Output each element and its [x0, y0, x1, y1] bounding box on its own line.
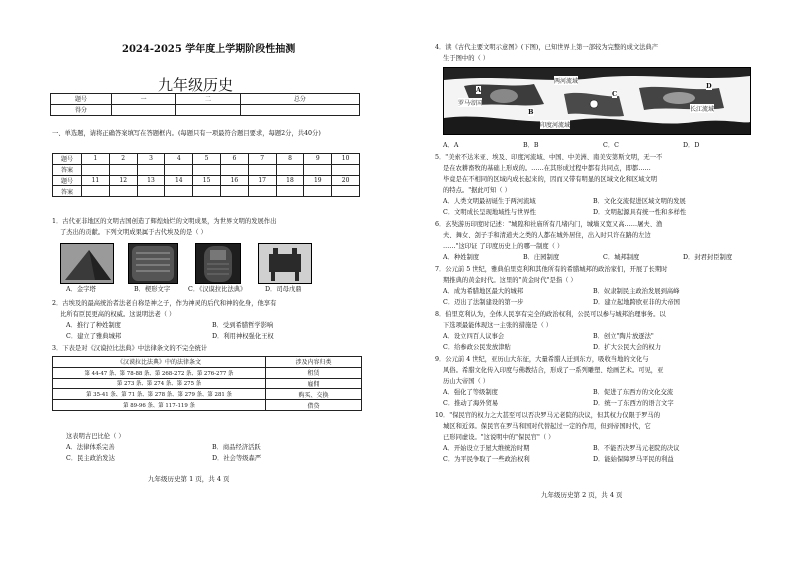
map-label-mesopotamia: 两河流域 — [554, 78, 579, 85]
q6-option-b[interactable]: B．庄园制度 — [523, 254, 560, 261]
q6-stem-line3: ……"这印证 了印度历史上的哪一制度（ ） — [443, 243, 564, 250]
question-number-cell: 11 — [82, 175, 110, 186]
answer-cell[interactable] — [193, 164, 221, 175]
q3-option-a[interactable]: A．法律体系完善 — [66, 444, 115, 451]
q7-option-a[interactable]: A．成为希腊地区最大的城邦 — [443, 288, 524, 295]
stele-icon — [196, 244, 240, 283]
q3-option-d[interactable]: D．社会等级森严 — [212, 455, 262, 462]
answer-cell[interactable] — [109, 164, 137, 175]
q4-option-c[interactable]: C．C — [603, 142, 619, 149]
q1-option-d[interactable]: D．司母戊鼎 — [265, 286, 302, 293]
q10-option-b[interactable]: B．不能否决罗马元老院的决议 — [593, 445, 680, 452]
question-number-cell: 8 — [276, 154, 304, 165]
question-number-cell: 13 — [137, 175, 165, 186]
q8-stem-line2: 下选项最能体现这一主张的措施是（ ） — [443, 322, 553, 329]
q5-option-c[interactable]: C．文明成长呈现地域性与世界性 — [443, 209, 536, 216]
q10-option-c[interactable]: C．为平民争取了一些政治权利 — [443, 456, 530, 463]
question-number-cell: 16 — [220, 175, 248, 186]
answer-grid — [52, 153, 360, 197]
q1-option-b[interactable]: B．楔形文字 — [134, 286, 171, 293]
question-number-cell: 12 — [109, 175, 137, 186]
q8-option-d[interactable]: D．扩大公民大会的权力 — [593, 344, 662, 351]
q8-stem-line1: 8．伯里克利认为，全体人民享有完全的政治权利，公民可以参与城邦治理事务。以 — [435, 311, 666, 318]
q8-option-a[interactable]: A．设立四百人议事会 — [443, 333, 505, 340]
q6-option-a[interactable]: A．种姓制度 — [443, 254, 480, 261]
answer-cell[interactable] — [304, 164, 332, 175]
q7-stem-line2: 期推典的黄金时代。这里的"黄金时代"是指（ ） — [443, 277, 577, 284]
question-number-cell: 20 — [332, 175, 360, 186]
q7-option-b[interactable]: B．奴隶制民主政治发展到高峰 — [593, 288, 680, 295]
exam-subject: 九年级历史 — [158, 76, 234, 94]
question-number-cell: 15 — [193, 175, 221, 186]
q9-stem-line3: 历山大帝国（ ） — [443, 378, 490, 385]
q2-option-d[interactable]: D．利用神权强化王权 — [212, 333, 274, 340]
score-header-total: 总分 — [240, 94, 359, 105]
map-label-indus: 印度河流域 — [540, 122, 571, 129]
q8-option-b[interactable]: B．创立"陶片放逐法" — [593, 333, 654, 340]
law-table — [52, 356, 362, 411]
q3-stem-line2: 这表明古巴比伦（ ） — [66, 433, 125, 440]
code-stele-photo — [195, 243, 241, 284]
q4-stem-line2: 生于图中的（ ） — [443, 55, 490, 62]
q2-stem-line2: 比所有臣民更高的权威。这说明法老（ ） — [60, 311, 176, 318]
ancient-civilization-map — [443, 67, 751, 135]
question-number-cell: 6 — [220, 154, 248, 165]
q9-stem-line2: 风俗。希腊文化传入印度与佛教结合，形成了一系列雕塑、绘画艺术。可见，亚 — [443, 367, 664, 374]
answer-cell[interactable] — [165, 164, 193, 175]
q5-option-b[interactable]: B．文化交流促进区域文明的发展 — [593, 198, 686, 205]
question-number-cell: 18 — [276, 175, 304, 186]
question-number-cell: 2 — [109, 154, 137, 165]
q4-option-a[interactable]: A．A — [443, 142, 459, 149]
question-number-cell: 4 — [165, 154, 193, 165]
q8-option-c[interactable]: C．给参政公民发放津贴 — [443, 344, 511, 351]
answer-cell[interactable] — [193, 186, 221, 197]
right-page — [397, 0, 794, 561]
answer-cell[interactable] — [304, 186, 332, 197]
q2-option-c[interactable]: C．建立了雅典城邦 — [66, 333, 122, 340]
q9-option-b[interactable]: B．促进了东西方的文化交流 — [593, 389, 674, 396]
ding-vessel-icon — [259, 244, 311, 283]
clay-tablet-icon — [129, 244, 177, 283]
page-footer: 九年级历史第 2 页，共 4 页 — [541, 491, 623, 499]
answer-cell[interactable] — [276, 186, 304, 197]
answer-cell[interactable] — [332, 186, 360, 197]
score-table — [50, 93, 360, 116]
pyramid-photo — [60, 243, 114, 284]
score-header-two: 二 — [176, 94, 240, 105]
q6-option-c[interactable]: C．城邦制度 — [603, 254, 640, 261]
score-header-num: 题号 — [51, 94, 112, 105]
q2-option-b[interactable]: B．受到希腊哲学影响 — [212, 322, 274, 329]
answer-cell[interactable] — [220, 186, 248, 197]
q5-stem-line1: 5．"美索不达米亚、埃及、印度河流域、中国、中美洲、南美安第斯文明，无一不 — [435, 154, 663, 161]
q6-option-d[interactable]: D．封君封臣制度 — [683, 254, 733, 261]
answer-cell[interactable] — [137, 186, 165, 197]
q6-stem-line1: 6．玄奘游历印度时记述："城隍和社庙所有几堵内门，城墙又宽又高……屠夫、渔 — [435, 221, 663, 228]
map-letter-a: A — [476, 86, 482, 94]
answer-cell[interactable] — [248, 186, 276, 197]
q10-option-d[interactable]: D．能始保障罗马平民的利益 — [593, 456, 674, 463]
q4-stem-line1: 4．读《古代主要文明示意图》(下图)，已知世界上第一部较为完整的成文法典产 — [435, 44, 659, 51]
q3-stem: 3．下表是对《汉谟拉比法典》中法律条文的不完全统计 — [52, 345, 208, 352]
score-cell-two[interactable] — [176, 104, 240, 115]
law-table-cell-category: 购买、交换 — [266, 389, 362, 400]
page-footer: 九年级历史第 1 页，共 4 页 — [148, 475, 230, 483]
question-number-cell: 17 — [248, 175, 276, 186]
q9-stem-line1: 9．公元前 4 世纪，亚历山大东征，大量希腊人迁到东方，吸收当地的文化与 — [435, 356, 649, 363]
q10-stem-line2: 城区和近郊。保民官在罗马和国对代替起过一定的作用，但到帝国时代，它 — [443, 423, 651, 430]
q10-stem-line3: 已形同虚设。"这说明中的"保民官"（ ） — [443, 434, 555, 441]
law-table-cell-category: 借贷 — [266, 400, 362, 411]
grid-label: 答案 — [53, 186, 82, 197]
question-number-cell: 7 — [248, 154, 276, 165]
answer-cell[interactable] — [137, 164, 165, 175]
q5-option-d[interactable]: D．文明起源具有统一性和多样性 — [593, 209, 687, 216]
q4-option-d[interactable]: D．D — [683, 142, 700, 149]
q2-stem-line1: 2．古埃及的最高统治者法老自称是神之子，作为神灵的后代和神的化身，他享有 — [52, 300, 277, 307]
score-cell-total[interactable] — [240, 104, 359, 115]
q2-option-a[interactable]: A．推行了种姓制度 — [66, 322, 121, 329]
question-number-cell: 3 — [137, 154, 165, 165]
question-number-cell: 5 — [193, 154, 221, 165]
map-letter-d: D — [706, 82, 712, 90]
q5-stem-line2: 是在农耕畜牧的基础上形成的。……在其形成过程中都有共同点，即都…… — [443, 165, 651, 172]
exam-title: 2024-2025 学年度上学期阶段性抽测 — [122, 44, 296, 55]
q10-option-a[interactable]: A．开始设立于屋大维统治时期 — [443, 445, 530, 452]
score-cell-one[interactable] — [112, 104, 176, 115]
law-table-cell-articles: 第 44-47 条、第 78-88 条、第 268-272 条、第 276-277 条 — [53, 367, 266, 378]
law-table-cell-articles: 第 273 条、第 274 条、第 275 条 — [53, 378, 266, 389]
map-label-rome: 罗马帝国 — [458, 100, 483, 107]
law-table-header-category: 涉及内容归类 — [266, 357, 362, 368]
q6-stem-line2: 夫、舞女、刽子手和清道夫之类的人都在城外居住，出入时只许在路的左边 — [443, 232, 651, 239]
map-drawing — [444, 68, 750, 134]
bronze-ding-photo — [258, 243, 312, 284]
answer-cell[interactable] — [109, 186, 137, 197]
q7-option-c[interactable]: C．迈出了法制建设的第一步 — [443, 299, 524, 306]
q5-stem-line3: 毕竟是在不相同的区域内成长起来的，因而又带有明显的区域文化和区域文明 — [443, 176, 658, 183]
q1-stem-line1: 1．古代亚非地区的文明古国创造了辉煌灿烂的文明成果，为世界文明的发展作出 — [52, 218, 277, 225]
law-table-cell-articles: 第 89-96 条、第 117-119 条 — [53, 400, 266, 411]
answer-cell[interactable] — [332, 164, 360, 175]
q5-option-a[interactable]: A．人类文明最初诞生于两河流域 — [443, 198, 536, 205]
map-letter-c: C — [612, 90, 618, 98]
q1-option-a[interactable]: A．金字塔 — [66, 286, 96, 293]
law-table-cell-articles: 第 35-41 条、第 71 条、第 278 条、第 279 条、第 281 条 — [53, 389, 266, 400]
q1-stem-line2: 了杰出的贡献。下列文明成果属于古代埃及的是（ ） — [60, 229, 207, 236]
q3-option-c[interactable]: C．民主政治发达 — [66, 455, 115, 462]
q7-option-d[interactable]: D．建立起地跨欧亚非的大帝国 — [593, 299, 680, 306]
q9-option-c[interactable]: C．推动了海外贸易 — [443, 400, 499, 407]
map-letter-b: B — [528, 108, 534, 116]
answer-cell[interactable] — [248, 164, 276, 175]
answer-cell[interactable] — [220, 164, 248, 175]
answer-cell[interactable] — [165, 186, 193, 197]
question-number-cell: 14 — [165, 175, 193, 186]
answer-cell[interactable] — [82, 186, 110, 197]
section1-instructions: 一、单选题，请将正确答案填写在答题框内。(每题只有一项最符合题目要求，每题2分，共40分) — [52, 130, 321, 137]
law-table-header-articles: 《汉谟拉比法典》中的法律条文 — [53, 357, 266, 368]
grid-label: 题号 — [53, 154, 82, 165]
q1-option-c[interactable]: C．《汉谟拉比法典》 — [188, 286, 247, 293]
pyramid-icon — [61, 244, 113, 283]
question-number-cell: 10 — [332, 154, 360, 165]
law-table-cell-category: 租赁 — [266, 367, 362, 378]
answer-cell[interactable] — [276, 164, 304, 175]
q3-option-b[interactable]: B．商品经济活跃 — [212, 444, 261, 451]
cuneiform-tablet-photo — [128, 243, 178, 284]
q9-option-a[interactable]: A．强化了等级制度 — [443, 389, 498, 396]
grid-label: 答案 — [53, 164, 82, 175]
q5-stem-line4: 的特点。"据此可知（ ） — [443, 187, 511, 194]
law-table-cell-category: 雇佣 — [266, 378, 362, 389]
map-label-yangtze: 长江流域 — [690, 106, 715, 113]
question-number-cell: 9 — [304, 154, 332, 165]
question-number-cell: 1 — [82, 154, 110, 165]
question-number-cell: 19 — [304, 175, 332, 186]
score-header-one: 一 — [112, 94, 176, 105]
q4-option-b[interactable]: B．B — [523, 142, 539, 149]
q9-option-d[interactable]: D．统一了东西方的语言文字 — [593, 400, 674, 407]
q10-stem-line1: 10．"保民官的权力之大甚至可以否决罗马元老院的决议，但其权力仅限于罗马的 — [435, 412, 661, 419]
answer-cell[interactable] — [82, 164, 110, 175]
grid-label: 题号 — [53, 175, 82, 186]
score-label: 得分 — [51, 104, 112, 115]
q7-stem-line1: 7．公元前 5 世纪，雅典伯里克利和其他所有的希腊城邦的政治家们，开展了长期时 — [435, 266, 668, 273]
